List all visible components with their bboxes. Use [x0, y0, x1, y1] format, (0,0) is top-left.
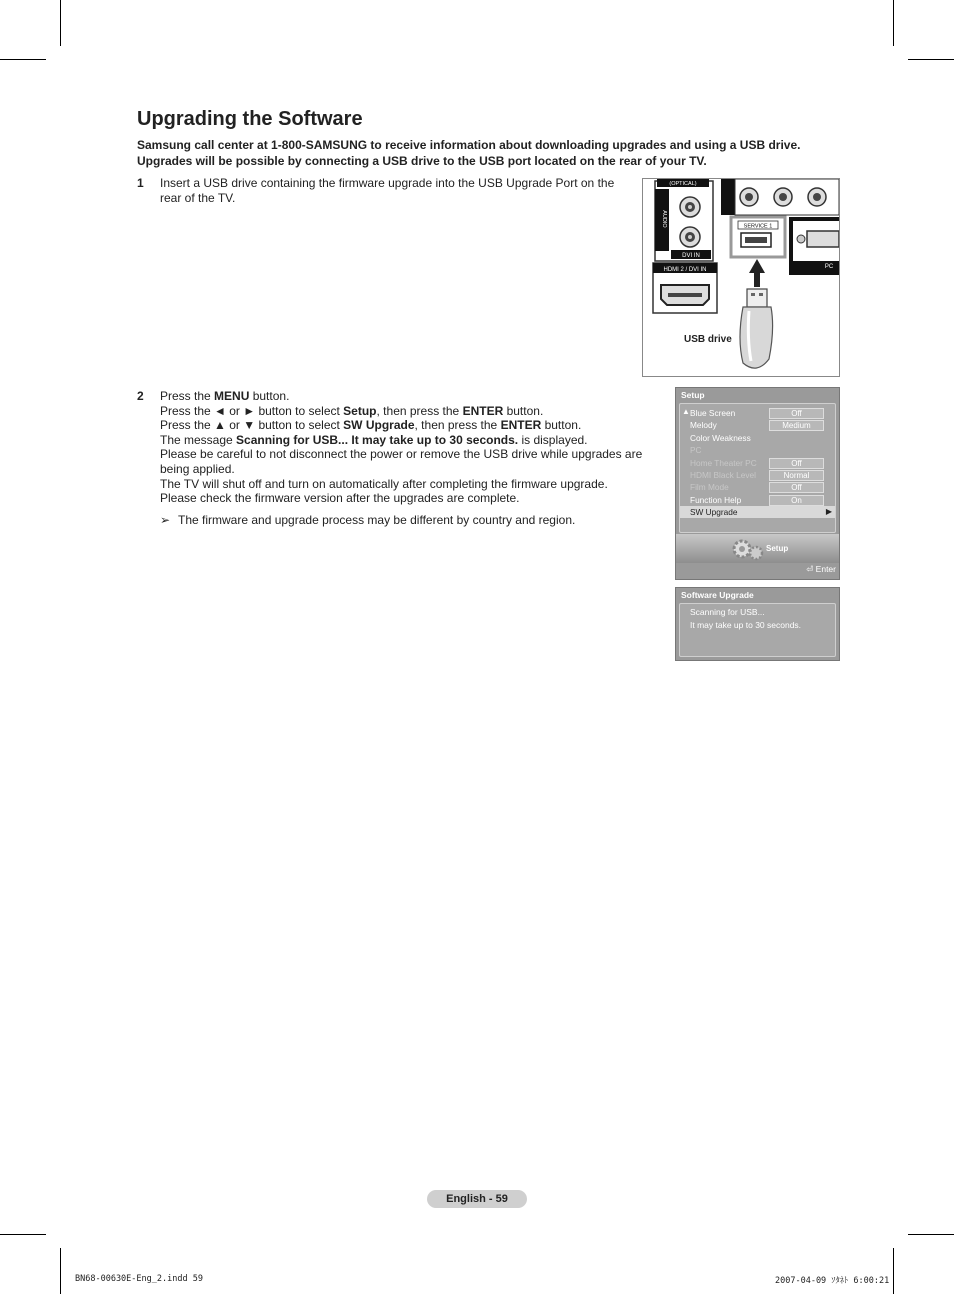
line-text: Press the ◄ or ► button to select	[160, 403, 344, 418]
line-text: Please be careful to not disconnect the power or remove the USB drive while upgrades are being applied.	[160, 447, 643, 476]
crop-mark	[893, 1248, 894, 1294]
menu-item-hdmi-black-level[interactable]	[680, 469, 835, 481]
line-text: Press the	[160, 389, 215, 403]
menu-item-function-help[interactable]	[680, 494, 835, 506]
crop-mark	[60, 1248, 61, 1294]
line-text: , then press the	[414, 418, 501, 433]
step-2-line	[160, 404, 670, 419]
bold-term: Scanning for USB... It may take up to 30 seconds.	[236, 432, 519, 447]
step-number: 1	[137, 176, 144, 190]
menu-item-value: Medium	[769, 420, 824, 431]
step-2-line	[160, 389, 670, 404]
setup-menu-header: Setup	[681, 390, 705, 400]
menu-item-pc[interactable]	[680, 444, 835, 456]
menu-item-label: Function Help	[690, 494, 742, 505]
menu-item-label: Home Theater PC	[690, 457, 757, 468]
menu-item-value: Off	[769, 482, 824, 493]
scanning-message: Scanning for USB...	[690, 607, 765, 617]
line-text: , then press the	[376, 403, 463, 418]
line-text: button.	[249, 389, 290, 403]
submenu-arrow-icon: ▶	[825, 507, 832, 517]
line-text: The message	[160, 432, 237, 447]
crop-mark	[0, 1234, 46, 1235]
hdmi2-label: HDMI 2 / DVI IN	[663, 267, 707, 273]
file-slug: BN68-00630E-Eng_2.indd 59	[75, 1274, 203, 1284]
service-label: SERVICE 1	[743, 223, 773, 230]
bold-term: ENTER	[500, 418, 542, 433]
menu-item-label: Melody	[690, 420, 717, 431]
gear-icon	[728, 536, 768, 562]
crop-mark	[893, 0, 894, 46]
step-2-line	[160, 477, 670, 492]
menu-item-label: Blue Screen	[690, 408, 736, 418]
menu-item-melody[interactable]	[680, 419, 835, 431]
bold-term: ENTER	[462, 403, 504, 418]
crop-mark	[0, 59, 46, 60]
wait-message: It may take up to 30 seconds.	[690, 620, 802, 630]
usb-drive-label: USB drive	[684, 334, 732, 345]
usb-port-figure	[642, 178, 840, 377]
crop-mark	[908, 59, 954, 60]
software-upgrade-header: Software Upgrade	[681, 590, 754, 600]
optical-label: (OPTICAL)	[669, 181, 697, 187]
menu-item-film-mode[interactable]	[680, 481, 835, 493]
step-number: 2	[137, 389, 144, 403]
software-upgrade-screen	[675, 587, 840, 661]
menu-item-label: HDMI Black Level	[690, 470, 756, 480]
setup-menu-list	[679, 403, 836, 533]
crop-mark	[60, 0, 61, 46]
page-number: English - 59	[427, 1190, 527, 1208]
menu-item-label: Color Weakness	[690, 432, 751, 443]
step-2-line	[160, 418, 670, 433]
menu-item-label: SW Upgrade	[690, 507, 738, 518]
bold-term: Setup	[343, 403, 377, 418]
step-2-line	[160, 447, 670, 476]
line-text: The TV will shut off and turn on automatically after completing the firmware upgrade.	[160, 476, 608, 491]
pc-label: PC	[824, 264, 834, 270]
menu-item-home-theater-pc[interactable]	[680, 457, 835, 469]
software-upgrade-body	[679, 603, 836, 657]
dvi-in-label: DVI IN	[682, 253, 700, 259]
page-title: Upgrading the Software	[137, 108, 363, 130]
note-text: The firmware and upgrade process may be different by country and region.	[178, 513, 576, 527]
menu-item-color-weakness[interactable]	[680, 432, 835, 444]
intro-paragraph: Samsung call center at 1-800-SAMSUNG to receive information about downloading upgrades and using a USB drive. Upgrades will be possible by connecting a USB drive to the USB port located on the rear of your TV.	[137, 138, 801, 168]
enter-icon: ⏎	[806, 564, 816, 574]
crop-mark	[908, 1234, 954, 1235]
footer-setup-label: Setup	[766, 544, 789, 553]
step-1-text: Insert a USB drive containing the firmware upgrade into the USB Upgrade Port on the rear of the TV.	[160, 176, 615, 205]
menu-item-value: Off	[769, 408, 824, 419]
step-2-line	[160, 433, 670, 448]
menu-item-value: On	[769, 495, 824, 506]
date-slug: 2007-04-09 ｿﾀﾈﾄ 6:00:21	[775, 1276, 890, 1286]
line-text: Press the ▲ or ▼ button to select	[160, 418, 344, 433]
setup-menu-screen	[675, 387, 840, 580]
note-arrow-icon: ➢	[160, 513, 171, 527]
line-text: Please check the firmware version after the upgrades are complete.	[160, 491, 520, 506]
bold-term: MENU	[214, 389, 250, 403]
menu-item-label: PC	[690, 445, 702, 456]
setup-menu-footer	[676, 534, 839, 563]
step-2-text	[160, 389, 670, 506]
rear-panel-illustration	[643, 179, 839, 376]
line-text: button.	[541, 418, 582, 433]
audio-label: AUDIO	[661, 210, 667, 228]
menu-item-value: Normal	[769, 470, 824, 481]
enter-label: Enter	[815, 564, 836, 574]
menu-item-value: Off	[769, 458, 824, 469]
step-2-line	[160, 491, 670, 506]
scroll-up-icon: ▲	[682, 407, 690, 416]
line-text: button.	[503, 403, 544, 418]
note	[160, 513, 575, 527]
menu-item-label: Film Mode	[690, 482, 729, 493]
enter-hint	[806, 564, 836, 575]
menu-item-blue-screen[interactable]	[680, 407, 835, 419]
line-text: is displayed.	[518, 432, 588, 447]
bold-term: SW Upgrade	[343, 418, 415, 433]
menu-item-sw-upgrade[interactable]	[680, 506, 835, 518]
